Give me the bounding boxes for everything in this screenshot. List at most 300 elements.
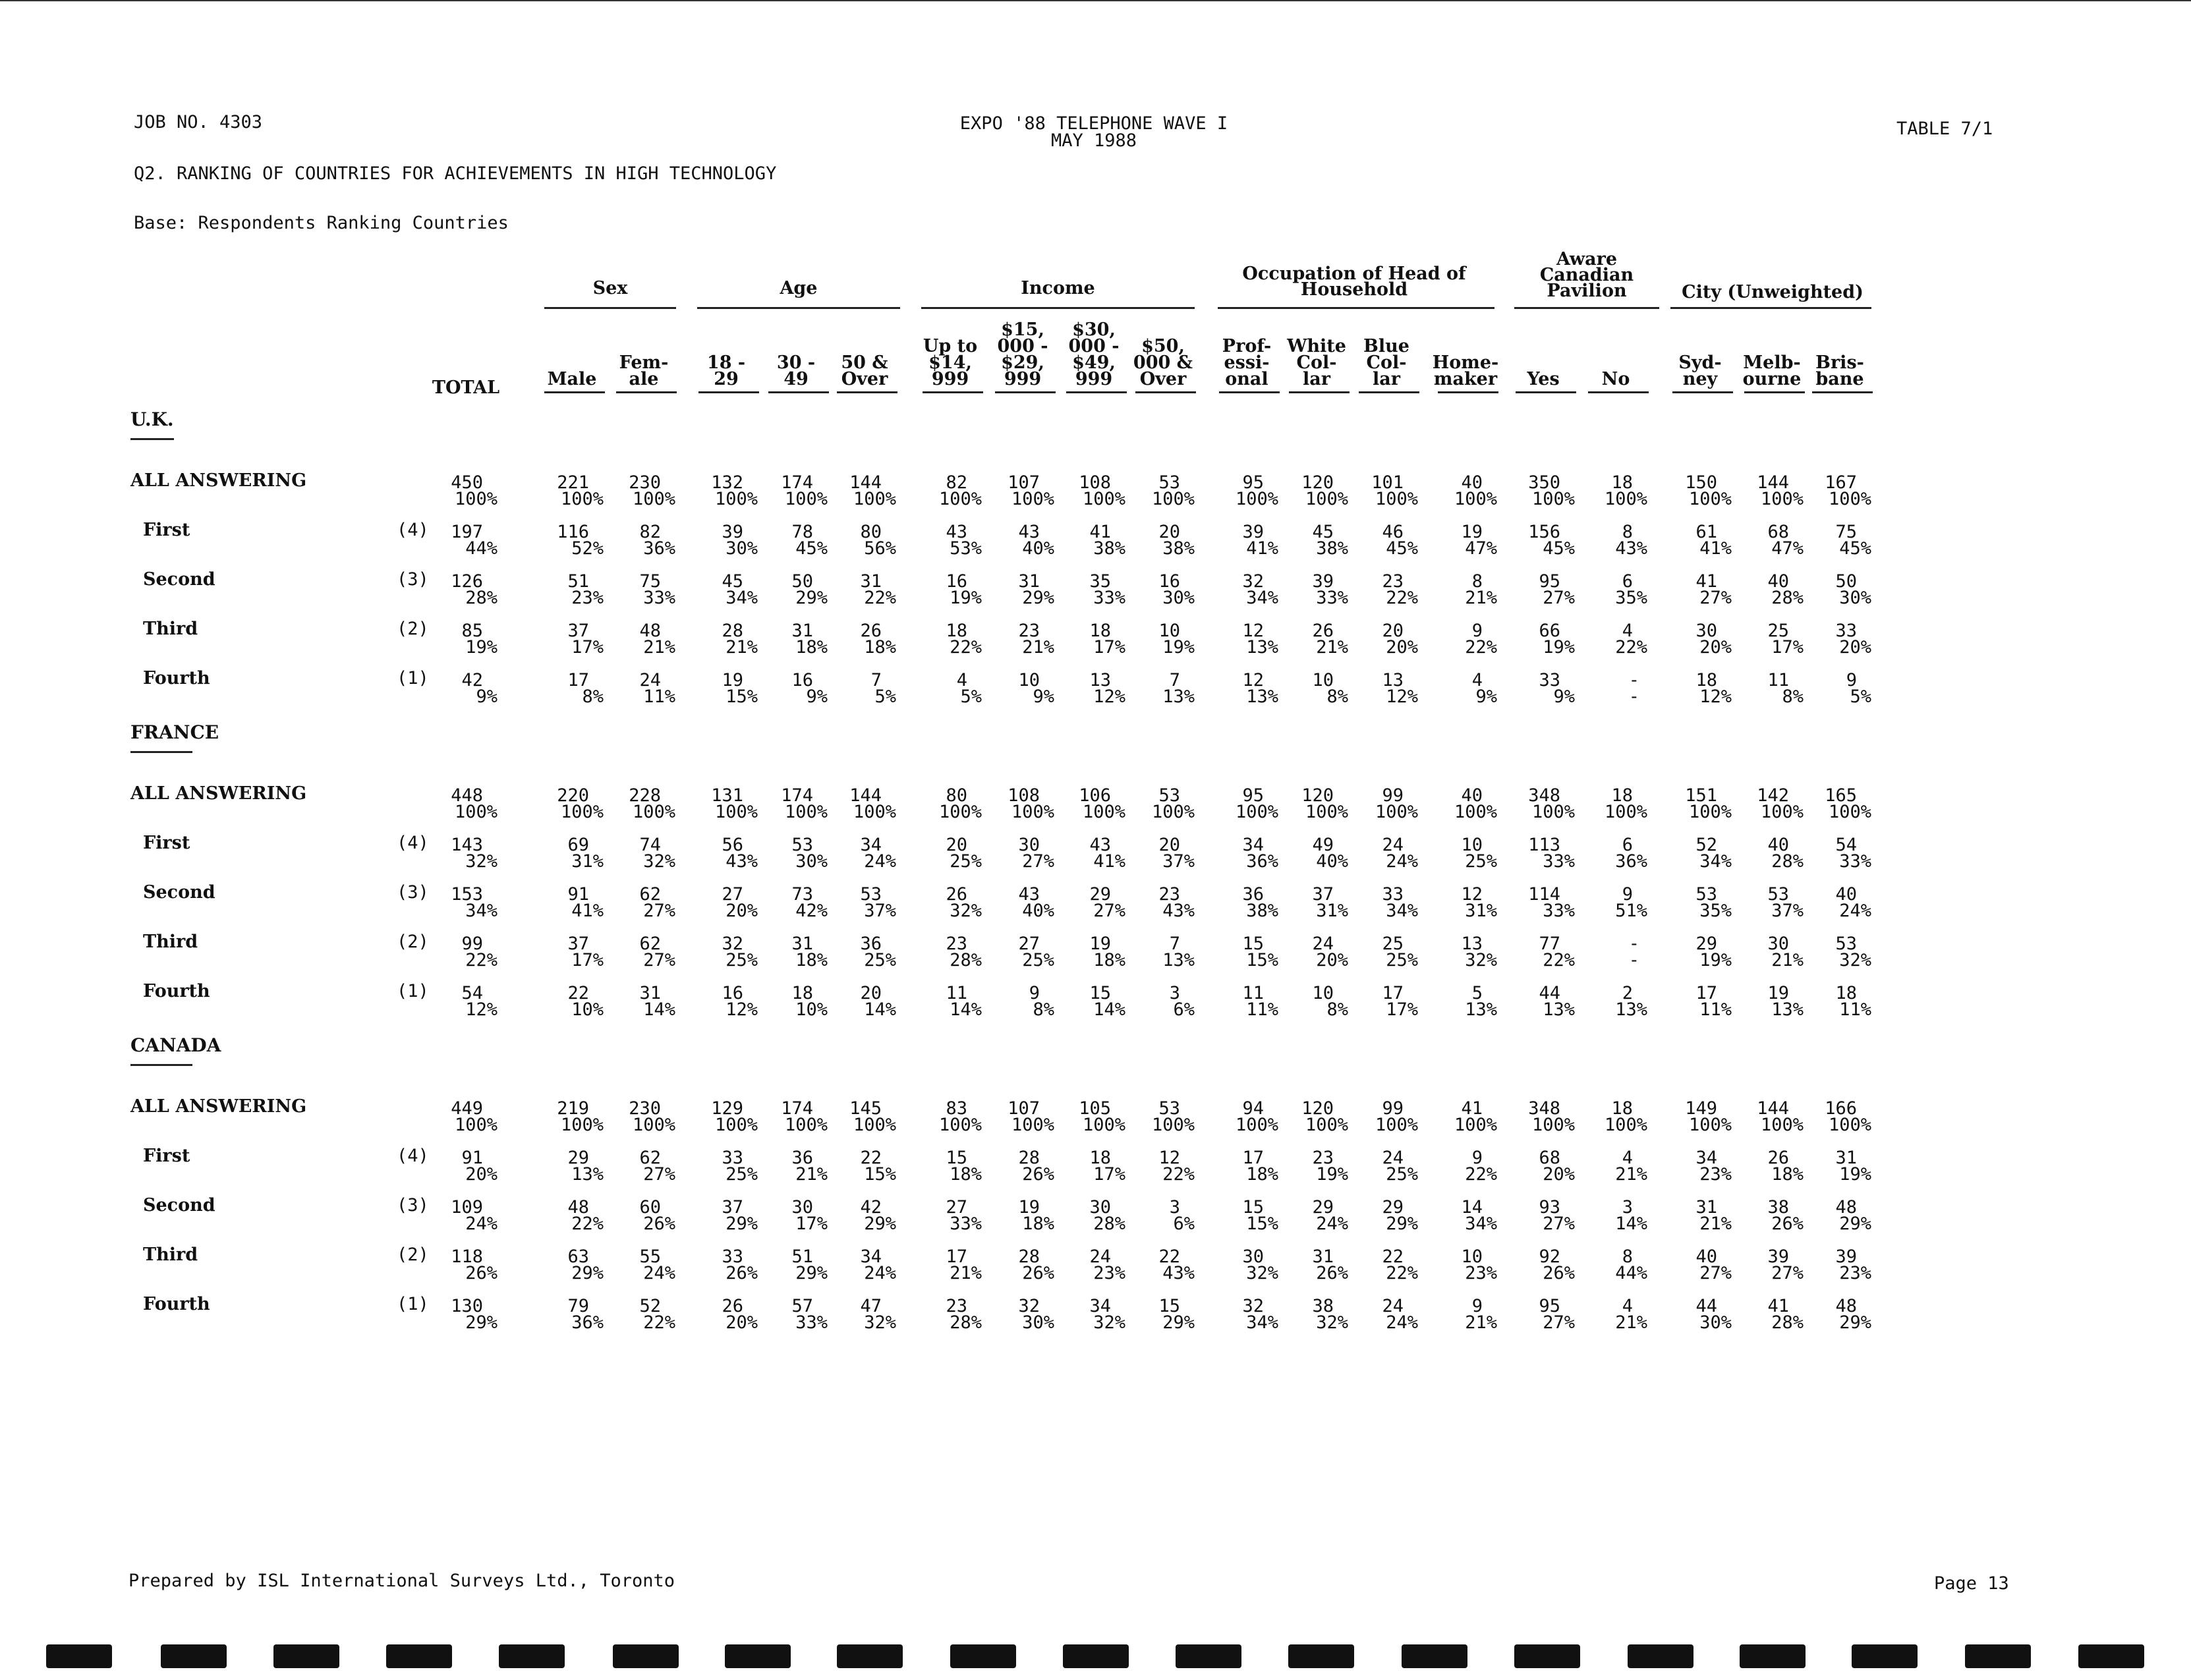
table-cell: 73 42%	[791, 884, 828, 921]
table-cell: 6 35%	[1615, 571, 1647, 608]
table-cell: 37 31%	[1312, 884, 1348, 921]
table-cell: 107 100%	[1008, 1098, 1054, 1135]
table-cell: 130 29%	[451, 1296, 498, 1333]
table-cell: 99 22%	[461, 934, 498, 970]
table-cell: 40 28%	[1767, 835, 1804, 872]
table-cell: 10 23%	[1461, 1246, 1497, 1283]
sprocket-hole	[950, 1644, 1016, 1668]
row-label: Third	[143, 619, 198, 639]
table-cell: 41 100%	[1454, 1098, 1497, 1135]
column-header-underline	[1219, 391, 1280, 393]
column-header-underline	[995, 391, 1056, 393]
rank-score: (4)	[397, 1146, 429, 1166]
page-number: Page 13	[1934, 1573, 2009, 1594]
table-cell: 120 100%	[1301, 472, 1348, 509]
sprocket-hole	[2078, 1644, 2144, 1668]
table-cell: 36 21%	[791, 1148, 828, 1185]
table-cell: 28 26%	[1018, 1246, 1054, 1283]
table-cell: 79 36%	[567, 1296, 604, 1333]
sprocket-hole	[161, 1644, 227, 1668]
table-cell: 11 8%	[1767, 670, 1804, 707]
table-cell: 144 100%	[849, 785, 896, 822]
table-cell: 94 100%	[1235, 1098, 1278, 1135]
row-label: First	[143, 1146, 190, 1166]
table-cell: 29 27%	[1089, 884, 1125, 921]
table-cell: 131 100%	[711, 785, 758, 822]
table-cell: 8 43%	[1615, 522, 1647, 559]
group-aware-pavilion: Aware Canadian Pavilion	[1539, 249, 1634, 301]
row-label: First	[143, 833, 190, 853]
column-header-underline	[768, 391, 829, 393]
table-cell: 144 100%	[1757, 1098, 1804, 1135]
table-cell: 24 24%	[1382, 835, 1418, 872]
table-cell: 26 21%	[1312, 621, 1348, 658]
table-cell: 45 38%	[1312, 522, 1348, 559]
table-cell: 15 18%	[946, 1148, 982, 1185]
table-cell: 52 22%	[639, 1296, 675, 1333]
table-cell: 44 13%	[1539, 983, 1575, 1020]
table-cell: 42 9%	[461, 670, 498, 707]
table-cell: 17 18%	[1242, 1148, 1278, 1185]
table-cell: 10 25%	[1461, 835, 1497, 872]
rank-score: (1)	[397, 981, 429, 1001]
sprocket-hole	[1628, 1644, 1693, 1668]
table-cell: 144 100%	[1757, 472, 1804, 509]
table-cell: 32 34%	[1242, 571, 1278, 608]
table-cell: 16 30%	[1158, 571, 1195, 608]
table-cell: 221 100%	[557, 472, 604, 509]
table-cell: 3 6%	[1169, 983, 1195, 1020]
table-cell: 23 28%	[946, 934, 982, 970]
table-cell: 82 36%	[639, 522, 675, 559]
table-cell: 41 38%	[1089, 522, 1125, 559]
table-cell: 17 21%	[946, 1246, 982, 1283]
sprocket-hole	[725, 1644, 791, 1668]
table-cell: 38 32%	[1312, 1296, 1348, 1333]
table-cell: 120 100%	[1301, 1098, 1348, 1135]
table-cell: 40 100%	[1454, 472, 1497, 509]
table-cell: 40 28%	[1767, 571, 1804, 608]
table-cell: 9 5%	[1846, 670, 1871, 707]
table-cell: 34 24%	[860, 1246, 896, 1283]
table-cell: 228 100%	[629, 785, 675, 822]
table-cell: 12 22%	[1158, 1148, 1195, 1185]
table-cell: 36 25%	[860, 934, 896, 970]
table-cell: 120 100%	[1301, 785, 1348, 822]
row-label: ALL ANSWERING	[130, 783, 307, 804]
table-cell: 57 33%	[791, 1296, 828, 1333]
table-cell: 48 29%	[1835, 1296, 1871, 1333]
table-cell: 4 5%	[956, 670, 982, 707]
group-city: City (Unweighted)	[1682, 282, 1864, 302]
table-cell: 53 37%	[860, 884, 896, 921]
table-cell: 29 13%	[567, 1148, 604, 1185]
table-cell: 68 20%	[1539, 1148, 1575, 1185]
table-cell: 53 32%	[1835, 934, 1871, 970]
table-cell: 45 34%	[722, 571, 758, 608]
table-cell: 50 30%	[1835, 571, 1871, 608]
table-cell: 30 17%	[791, 1197, 828, 1234]
column-header-underline	[837, 391, 897, 393]
column-header: Melb- ourne	[1742, 352, 1802, 389]
table-cell: 19 15%	[722, 670, 758, 707]
row-label: Fourth	[143, 981, 210, 1001]
table-cell: 13 12%	[1382, 670, 1418, 707]
column-header-underline	[698, 391, 759, 393]
table-cell: 31 22%	[860, 571, 896, 608]
section-heading: U.K.	[130, 408, 174, 430]
table-cell: 95 27%	[1539, 571, 1575, 608]
group-occupation: Occupation of Head of Household	[1242, 264, 1466, 300]
table-cell: 24 20%	[1312, 934, 1348, 970]
table-cell: 31 29%	[1018, 571, 1054, 608]
table-cell: 75 45%	[1835, 522, 1871, 559]
table-cell: 151 100%	[1685, 785, 1732, 822]
table-cell: 15 15%	[1242, 1197, 1278, 1234]
table-cell: 150 100%	[1685, 472, 1732, 509]
table-cell: 18 100%	[1604, 1098, 1647, 1135]
table-cell: 230 100%	[629, 1098, 675, 1135]
table-cell: 20 37%	[1158, 835, 1195, 872]
table-cell: 10 19%	[1158, 621, 1195, 658]
table-cell: 30 20%	[1695, 621, 1732, 658]
table-cell: 6 36%	[1615, 835, 1647, 872]
table-cell: 99 100%	[1375, 1098, 1418, 1135]
column-header-underline	[616, 391, 677, 393]
table-cell: 30 28%	[1089, 1197, 1125, 1234]
table-cell: 18 22%	[946, 621, 982, 658]
row-label: Fourth	[143, 668, 210, 688]
table-cell: 20 20%	[1382, 621, 1418, 658]
table-cell: 107 100%	[1008, 472, 1054, 509]
table-cell: 62 27%	[639, 1148, 675, 1185]
column-header-underline	[1588, 391, 1649, 393]
table-cell: 153 34%	[451, 884, 498, 921]
sprocket-hole	[1965, 1644, 2031, 1668]
table-cell: 53 100%	[1151, 785, 1195, 822]
table-cell: 33 9%	[1539, 670, 1575, 707]
table-cell: 350 100%	[1528, 472, 1575, 509]
column-header: No	[1601, 369, 1630, 389]
table-cell: 17 17%	[1382, 983, 1418, 1020]
document-title	[896, 115, 1292, 150]
table-cell: 12 31%	[1461, 884, 1497, 921]
table-cell: 23 22%	[1382, 571, 1418, 608]
rank-score: (4)	[397, 520, 429, 540]
table-cell: 26 32%	[946, 884, 982, 921]
row-label: Third	[143, 932, 198, 952]
table-cell: 145 100%	[849, 1098, 896, 1135]
table-cell: 27 33%	[946, 1197, 982, 1234]
table-cell: 4 21%	[1615, 1148, 1647, 1185]
section-underline	[130, 438, 174, 440]
table-cell: 31 18%	[791, 934, 828, 970]
table-cell: 106 100%	[1079, 785, 1125, 822]
table-cell: 174 100%	[781, 785, 828, 822]
table-cell: 77 22%	[1539, 934, 1575, 970]
rank-score: (1)	[397, 668, 429, 688]
column-header-underline	[1289, 391, 1350, 393]
table-number: TABLE 7/1	[1896, 119, 1993, 139]
table-cell: 24 23%	[1089, 1246, 1125, 1283]
table-cell: 39 33%	[1312, 571, 1348, 608]
table-cell: 31 14%	[639, 983, 675, 1020]
table-cell: 36 38%	[1242, 884, 1278, 921]
table-cell: 11 11%	[1242, 983, 1278, 1020]
title-line-2: MAY 1988	[1050, 130, 1137, 151]
sprocket-hole	[1514, 1644, 1580, 1668]
table-cell: 101 100%	[1371, 472, 1418, 509]
table-cell: 51 23%	[567, 571, 604, 608]
table-cell: 74 32%	[639, 835, 675, 872]
table-cell: 56 43%	[722, 835, 758, 872]
table-cell: 39 27%	[1767, 1246, 1804, 1283]
table-cell: 7 13%	[1162, 934, 1195, 970]
rank-score: (3)	[397, 882, 429, 903]
group-age: Age	[780, 278, 818, 298]
table-cell: 40 27%	[1695, 1246, 1732, 1283]
table-cell: 13 12%	[1089, 670, 1125, 707]
column-header: $50, 000 & Over	[1133, 336, 1193, 389]
table-cell: 17 8%	[567, 670, 604, 707]
question-text: Q2. RANKING OF COUNTRIES FOR ACHIEVEMENTS IN HIGH TECHNOLOGY	[134, 163, 777, 184]
table-cell: 48 21%	[639, 621, 675, 658]
table-cell: 2 13%	[1615, 983, 1647, 1020]
table-cell: 50 29%	[791, 571, 828, 608]
table-cell: 26 18%	[1767, 1148, 1804, 1185]
table-cell: 28 21%	[722, 621, 758, 658]
table-cell: 7 13%	[1162, 670, 1195, 707]
sprocket-hole	[273, 1644, 339, 1668]
table-cell: 62 27%	[639, 884, 675, 921]
group-sex: Sex	[592, 278, 628, 298]
table-cell: 348 100%	[1528, 785, 1575, 822]
table-cell: 108 100%	[1008, 785, 1054, 822]
table-cell: 24 11%	[639, 670, 675, 707]
table-cell: 348 100%	[1528, 1098, 1575, 1135]
group-income-underline	[921, 307, 1195, 309]
table-cell: 126 28%	[451, 571, 498, 608]
row-label: ALL ANSWERING	[130, 470, 307, 491]
table-cell: 43 41%	[1089, 835, 1125, 872]
group-age-underline	[697, 307, 900, 309]
table-cell: 33 20%	[1835, 621, 1871, 658]
table-cell: 30 21%	[1767, 934, 1804, 970]
sprocket-hole	[46, 1644, 112, 1668]
sprocket-hole	[837, 1644, 903, 1668]
column-header: 50 & Over	[841, 352, 888, 389]
table-cell: 10 8%	[1312, 983, 1348, 1020]
table-cell: 29 29%	[1382, 1197, 1418, 1234]
column-header-underline	[544, 391, 605, 393]
table-cell: 10 8%	[1312, 670, 1348, 707]
table-cell: 53 100%	[1151, 472, 1195, 509]
table-cell: 43 53%	[946, 522, 982, 559]
table-cell: 32 30%	[1018, 1296, 1054, 1333]
section-underline	[130, 1064, 192, 1066]
table-cell: 31 26%	[1312, 1246, 1348, 1283]
table-cell: 7 5%	[870, 670, 896, 707]
table-cell: 22 15%	[860, 1148, 896, 1185]
table-cell: 3 14%	[1615, 1197, 1647, 1234]
column-header: White Col- lar	[1287, 336, 1346, 389]
table-cell: 18 17%	[1089, 1148, 1125, 1185]
column-header-underline	[1516, 391, 1576, 393]
table-cell: 39 30%	[722, 522, 758, 559]
table-cell: 53 30%	[791, 835, 828, 872]
table-cell: 27 25%	[1018, 934, 1054, 970]
table-cell: 62 27%	[639, 934, 675, 970]
rank-score: (2)	[397, 619, 429, 639]
table-cell: 53 37%	[1767, 884, 1804, 921]
rank-score: (3)	[397, 569, 429, 590]
column-header: Male	[547, 369, 597, 389]
table-cell: 38 26%	[1767, 1197, 1804, 1234]
column-header: 30 - 49	[776, 352, 816, 389]
table-cell: 40 100%	[1454, 785, 1497, 822]
table-cell: - -	[1628, 934, 1639, 970]
table-cell: 20 25%	[946, 835, 982, 872]
table-cell: 54 33%	[1835, 835, 1871, 872]
table-cell: 31 21%	[1695, 1197, 1732, 1234]
table-cell: 33 34%	[1382, 884, 1418, 921]
table-cell: 16 19%	[946, 571, 982, 608]
column-header: Syd- ney	[1678, 352, 1722, 389]
top-edge-line	[0, 0, 2191, 1]
table-cell: 132 100%	[711, 472, 758, 509]
table-cell: 14 34%	[1461, 1197, 1497, 1234]
table-cell: 39 23%	[1835, 1246, 1871, 1283]
column-header: Fem- ale	[619, 352, 669, 389]
table-cell: 34 24%	[860, 835, 896, 872]
table-cell: 29 24%	[1312, 1197, 1348, 1234]
table-cell: 33 26%	[722, 1246, 758, 1283]
table-cell: 53 35%	[1695, 884, 1732, 921]
table-cell: 55 24%	[639, 1246, 675, 1283]
table-cell: 23 43%	[1158, 884, 1195, 921]
table-cell: 13 32%	[1461, 934, 1497, 970]
table-cell: 52 34%	[1695, 835, 1732, 872]
table-cell: 105 100%	[1079, 1098, 1125, 1135]
table-cell: 16 9%	[791, 670, 828, 707]
table-cell: 9 22%	[1465, 621, 1497, 658]
group-city-underline	[1670, 307, 1871, 309]
table-cell: 22 22%	[1382, 1246, 1418, 1283]
table-cell: 114 33%	[1528, 884, 1575, 921]
sprocket-hole	[613, 1644, 679, 1668]
table-cell: 28 26%	[1018, 1148, 1054, 1185]
section-heading: CANADA	[130, 1034, 221, 1056]
table-cell: 34 36%	[1242, 835, 1278, 872]
table-cell: 41 27%	[1695, 571, 1732, 608]
table-cell: 32 34%	[1242, 1296, 1278, 1333]
table-cell: 80 100%	[938, 785, 982, 822]
table-cell: - -	[1628, 670, 1639, 707]
table-cell: 47 32%	[860, 1296, 896, 1333]
table-cell: 448 100%	[451, 785, 498, 822]
group-sex-underline	[544, 307, 676, 309]
table-cell: 25 17%	[1767, 621, 1804, 658]
row-label: Fourth	[143, 1294, 210, 1314]
table-cell: 95 27%	[1539, 1296, 1575, 1333]
column-header: Bris- bane	[1815, 352, 1864, 389]
section-underline	[130, 751, 192, 753]
rank-score: (2)	[397, 932, 429, 952]
table-cell: 30 32%	[1242, 1246, 1278, 1283]
table-cell: 34 23%	[1695, 1148, 1732, 1185]
table-cell: 23 21%	[1018, 621, 1054, 658]
table-cell: 30 27%	[1018, 835, 1054, 872]
table-cell: 68 47%	[1767, 522, 1804, 559]
table-cell: 48 29%	[1835, 1197, 1871, 1234]
column-header: Home- maker	[1432, 352, 1499, 389]
table-cell: 33 25%	[722, 1148, 758, 1185]
sprocket-hole	[1852, 1644, 1918, 1668]
sprocket-hole	[386, 1644, 452, 1668]
base-text: Base: Respondents Ranking Countries	[134, 213, 509, 233]
column-header-underline	[923, 391, 983, 393]
table-cell: 18 17%	[1089, 621, 1125, 658]
table-cell: 51 29%	[791, 1246, 828, 1283]
table-cell: 85 19%	[461, 621, 498, 658]
section-heading: FRANCE	[130, 721, 219, 743]
group-aware-underline	[1514, 307, 1659, 309]
table-cell: 9 22%	[1465, 1148, 1497, 1185]
table-cell: 48 22%	[567, 1197, 604, 1234]
table-cell: 22 10%	[567, 983, 604, 1020]
table-cell: 116 52%	[557, 522, 604, 559]
row-label: ALL ANSWERING	[130, 1096, 307, 1117]
column-header-underline	[1359, 391, 1419, 393]
table-cell: 20 38%	[1158, 522, 1195, 559]
table-cell: 113 33%	[1528, 835, 1575, 872]
table-cell: 18 10%	[791, 983, 828, 1020]
table-cell: 80 56%	[860, 522, 896, 559]
column-header-underline	[1744, 391, 1805, 393]
table-cell: 15 14%	[1089, 983, 1125, 1020]
column-header: 18 - 29	[706, 352, 746, 389]
table-cell: 3 6%	[1169, 1197, 1195, 1234]
table-cell: 39 41%	[1242, 522, 1278, 559]
row-label: First	[143, 520, 190, 540]
row-label: Second	[143, 1195, 215, 1216]
rank-score: (4)	[397, 833, 429, 853]
table-cell: 93 27%	[1539, 1197, 1575, 1234]
table-cell: 23 19%	[1312, 1148, 1348, 1185]
table-cell: 22 43%	[1158, 1246, 1195, 1283]
table-cell: 82 100%	[938, 472, 982, 509]
table-cell: 4 9%	[1471, 670, 1497, 707]
table-cell: 5 13%	[1465, 983, 1497, 1020]
table-cell: 27 20%	[722, 884, 758, 921]
table-cell: 12 13%	[1242, 670, 1278, 707]
table-cell: 19 47%	[1461, 522, 1497, 559]
table-cell: 37 17%	[567, 934, 604, 970]
table-cell: 41 28%	[1767, 1296, 1804, 1333]
table-cell: 78 45%	[791, 522, 828, 559]
sprocket-hole	[1176, 1644, 1241, 1668]
table-cell: 37 17%	[567, 621, 604, 658]
table-cell: 197 44%	[451, 522, 498, 559]
table-cell: 37 29%	[722, 1197, 758, 1234]
table-cell: 63 29%	[567, 1246, 604, 1283]
column-header: $30, 000 - $49, 999	[1068, 320, 1120, 389]
rank-score: (2)	[397, 1245, 429, 1265]
table-cell: 34 32%	[1089, 1296, 1125, 1333]
sprocket-hole	[1740, 1644, 1806, 1668]
table-cell: 18 12%	[1695, 670, 1732, 707]
rank-score: (1)	[397, 1294, 429, 1314]
